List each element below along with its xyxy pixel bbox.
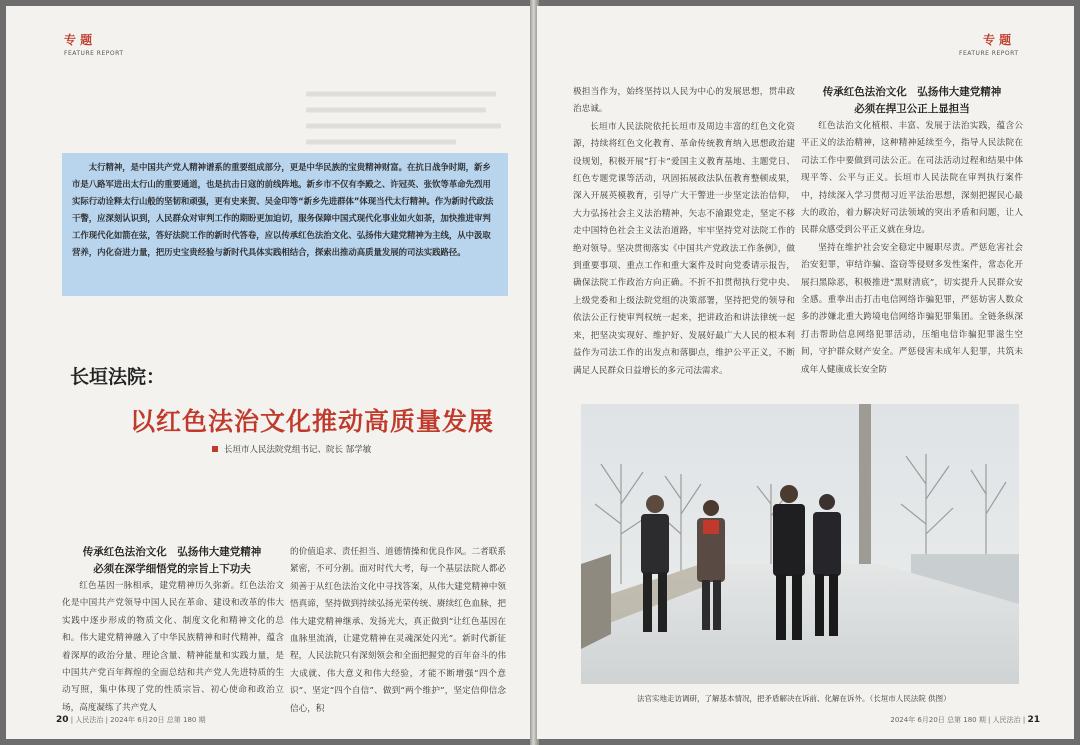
page-number: 21 (1027, 715, 1040, 725)
byline-marker (212, 446, 218, 452)
lead-text: 太行精神，是中国共产党人精神谱系的重要组成部分，更是中华民族的宝贵精神财富。在抗日战争时期，新乡市是八路军进出太行山的重要通道，也是抗击日寇的前线阵地。新乡市不仅有李殿之、许冠英、张钦等革命先烈用实际行动诠释太行山般的坚韧和顽强，更有史来贺、吴金印等“新乡先进群体”体现当代太行精神。作为新时代政法干警，应深刻认识到，人民群众对审判工作的期盼更加迫切，服务保障中国式现代化事业如火如荼，加快推进审判工作现代化如箭在弦，答好法院工作的新时代答卷，应以传承红色法治文化、弘扬伟大建党精神为主线，从中汲取营养，内化奋进力量，把历史宝贵经验与新时代具体实践相结合，探索出推动高质量发展的司法实践路径。 (72, 162, 494, 257)
byline-text: 长垣市人民法院党组书记、院长 郜学敏 (224, 445, 372, 455)
bleed-through-text (306, 86, 506, 146)
footer-info: | 人民法治 | 2024年 6月20日 总第 180 期 (70, 716, 206, 724)
photo-caption: 法官实地走访调研，了解基本情况，把矛盾解决在诉前、化解在诉外。（长垣市人民法院 供图） (637, 694, 951, 703)
paragraph: 红色法治文化植根、丰富、发展于法治实践，蕴含公平正义的法治精神，这种精神延续至今，指导人民法院在司法工作中要做到司法公正。在司法活动过程和结果中体现平等、公平与正义。长垣市人民法院在审判执行案件中，持续深入学习贯彻习近平法治思想，深刻把握民心最大的政治，着力解决好司法领域的突出矛盾和问题，让人民群众感受到公平正义就在身边。 (801, 121, 1023, 236)
section-heading-1-line1: 传承红色法治文化 弘扬伟大建党精神 (82, 546, 262, 558)
footer-info: 2024年 6月20日 总第 180 期 | 人民法治 | (890, 716, 1026, 724)
section-heading-2-line1: 传承红色法治文化 弘扬伟大建党精神 (822, 86, 1002, 98)
section-tag: 专 题 (64, 33, 93, 47)
section-sub: FEATURE REPORT (64, 50, 124, 57)
article-title: 以红色法治文化推动高质量发展 (130, 407, 495, 436)
right-column-1 (573, 84, 795, 384)
section-heading-1 (62, 544, 282, 578)
section-heading-2-line2: 必须在捍卫公正上显担当 (854, 103, 970, 115)
bleed-lines (306, 86, 506, 146)
photo-judges-walking (581, 404, 1019, 684)
section-heading-1-line2: 必须在深学细悟党的宗旨上下功夫 (93, 563, 251, 575)
paragraph: 极担当作为，始终坚持以人民为中心的发展思想，贯串政治忠诚。 (573, 87, 795, 115)
paragraph: 坚持在维护社会安全稳定中履职尽责。严惩危害社会治安犯罪，审结诈骗、盗窃等侵财多发性案件，常态化开展扫黑除恶，积极推进“黑财清底”，切实提升人民群众安全感。重拳出击打击电信网络诈骗犯罪，严惩妨害人数众多的涉嫌北重大跨境电信网络诈骗犯罪集团。全链条纵深打击帮助信息网络犯罪活动，压缩电信诈骗犯罪滋生空间，守护群众财产安全。严惩侵害未成年人犯罪，共筑未成年人健康成长安全防 (801, 242, 1023, 375)
section-sub: FEATURE REPORT (959, 50, 1019, 57)
left-column-2 (290, 544, 506, 722)
section-tag: 专 题 (983, 33, 1012, 47)
byline (212, 443, 371, 455)
court-title: 长垣法院： (70, 366, 166, 388)
paragraph: 长垣市人民法院依托长垣市及周边丰富的红色文化资源，持续将红色文化教育、革命传统教育纳入思想政治建设规划，积极开展“打卡”爱国主义教育基地、主题党日、红色专题党课等活动，巩固拓展政法队伍教育整顿成果，深入开展英模教育，引导广大干警进一步坚定法治信仰，大力弘扬社会主义法治精神，矢志不渝跟党走，坚定不移走中国特色社会主义法治道路，牢牢坚持党对法院工作的绝对领导。坚决贯彻落实《中国共产党政法工作条例》，做到重要事项、重点工作和重大案件及时向党委请示报告，确保法院工作政治方向正确。不折不扣贯彻执行党中央、上级党委和上级法院党组的决策部署，坚持把党的领导和依法公正行使审判权统一起来，把讲政治和讲法律统一起来，把坚决实现好、维护好、发展好最广大人民的根本利益作为司法工作的出发点和落脚点，维护公平正义，不断满足人民群众日益增长的多元司法需求。 (573, 121, 795, 376)
right-page (537, 6, 1074, 739)
left-page (6, 6, 532, 739)
footer-left (56, 715, 206, 725)
right-column-2 (801, 118, 1023, 386)
page-number: 20 (56, 715, 69, 725)
left-column-1 (62, 578, 284, 720)
section-heading-2 (803, 84, 1021, 118)
paragraph: 红色基因一脉相承，建党精神历久弥新。红色法治文化是中国共产党领导中国人民在革命、建设和改革的伟大实践中逐步形成的物质文化、制度文化和精神文化的总和。伟大建党精神融入了中华民族精神和时代精神，蕴含着深厚的政治分量、理论含量、精神能量和实践力量，是中国共产党百年辉煌的全面总结和共产党人先进特质的生动写照，集中体现了党的性质宗旨、初心使命和政治立场，高度凝练了共产党人 (62, 581, 284, 713)
news-photo (581, 404, 1019, 684)
footer-right (890, 715, 1040, 725)
paragraph: 的价值追求、责任担当、道德情操和优良作风。二者联系紧密，不可分割。面对时代大考，每一个基层法院人都必须善于从红色法治文化中寻找答案，从伟大建党精神中领悟真谛，坚持做到持续弘扬光荣传统、赓续红色血脉，把伟大建党精神继承、发扬光大，真正做到“让红色基因在血脉里流淌，让建党精神在灵魂深处闪光”。新时代新征程，人民法院只有深刻领会和全面把握党的百年奋斗的伟大成就、伟大意义和伟大经验，才能不断增强“四个意识”、坚定“四个自信”、做到“两个维护”，坚定信仰信念信心，积 (290, 547, 506, 714)
lead-box (62, 153, 508, 296)
